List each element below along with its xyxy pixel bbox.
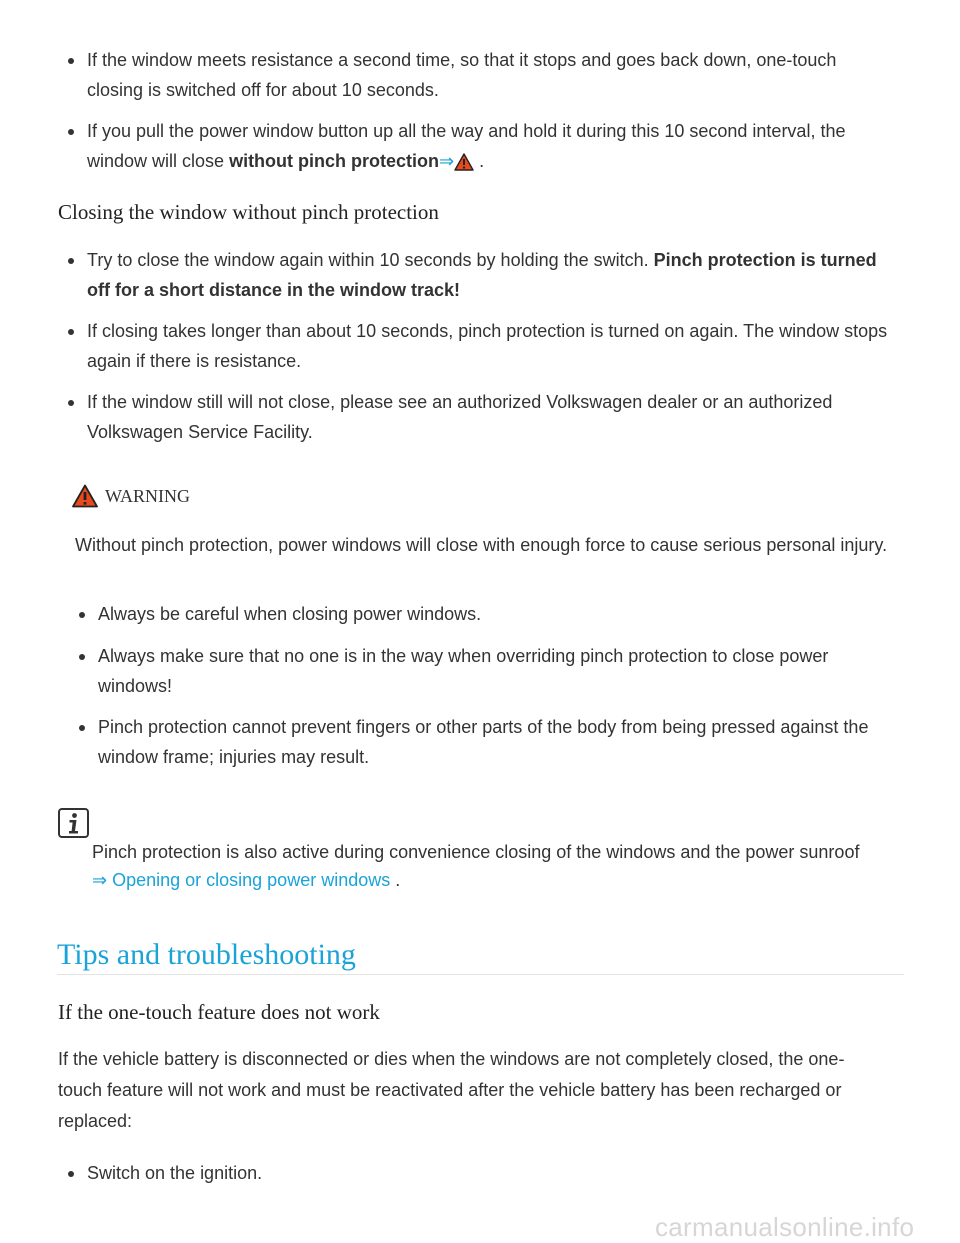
- section1-bullet-list: [87, 245, 897, 447]
- list-item: [87, 116, 897, 176]
- section2-bullet-list: [87, 1158, 897, 1188]
- top-bullet-list: [87, 45, 897, 176]
- list-item: [98, 599, 888, 629]
- note-after-link: .: [390, 870, 401, 890]
- list-item: [87, 45, 897, 105]
- bullet-text: Always be careful when closing power windows.: [98, 604, 482, 624]
- bullet-text: If the window meets resistance a second time, so that it stops and goes back down, one-touch closing is switched off for about 10 seconds.: [87, 50, 837, 100]
- note-sentence: Pinch protection is also active during convenience closing of the windows and the power sunroof: [92, 842, 860, 862]
- section-divider: [57, 974, 904, 975]
- list-item: [87, 316, 897, 376]
- section-heading: Closing the window without pinch protection: [58, 200, 439, 224]
- bullet-text: Try to close the window again within 10 seconds by holding the switch.: [87, 250, 654, 270]
- warning-header: [72, 482, 190, 510]
- section-title: Tips and troubleshooting: [57, 938, 356, 971]
- note-text: [92, 838, 907, 894]
- body-paragraph: If the vehicle battery is disconnected or dies when the windows are not completely closed, the one-touch feature will not work and must be reactivated after the vehicle battery has been recharged or replaced:: [58, 1049, 845, 1131]
- list-item: [87, 1158, 897, 1188]
- list-item: [98, 641, 888, 701]
- bullet-text: If closing takes longer than about 10 seconds, pinch protection is turned on again. The window stops again if there is resistance.: [87, 321, 888, 371]
- warning-text: Without pinch protection, power windows will close with enough force to cause serious personal injury.: [75, 535, 888, 555]
- bullet-text: Always make sure that no one is in the way when overriding pinch protection to close power windows!: [98, 646, 829, 696]
- list-item: [98, 712, 888, 772]
- bullet-text: Pinch protection cannot prevent fingers or other parts of the body from being pressed against the window frame; injuries may result.: [98, 717, 869, 767]
- warning-label: WARNING: [105, 485, 190, 506]
- bullet-text: If you pull the power window button up all the way and hold it during this 10 second interval, the window will close: [87, 121, 846, 171]
- info-icon: [58, 808, 89, 838]
- list-item: [87, 245, 897, 305]
- watermark: carmanualsonline.info: [655, 1212, 915, 1242]
- warning-triangle-icon: [72, 484, 98, 508]
- reference-arrow[interactable]: ⇒: [439, 151, 455, 171]
- bold-phrase: Pinch protection is turned off for a short distance in the window track!: [87, 250, 877, 300]
- bold-phrase: without pinch protection: [229, 151, 440, 171]
- bullet-text: If the window still will not close, please see an authorized Volkswagen dealer or an authorized Volkswagen Service Facility.: [87, 392, 833, 442]
- bullet-text: Switch on the ignition.: [87, 1163, 263, 1183]
- bullet-text-after: .: [474, 151, 485, 171]
- subsection-heading: If the one-touch feature does not work: [58, 1000, 380, 1024]
- warning-bullet-list: [98, 599, 888, 772]
- opening-closing-windows-link[interactable]: ⇒ Opening or closing power windows: [92, 870, 391, 890]
- list-item: [87, 387, 897, 447]
- warning-triangle-icon: [454, 153, 474, 171]
